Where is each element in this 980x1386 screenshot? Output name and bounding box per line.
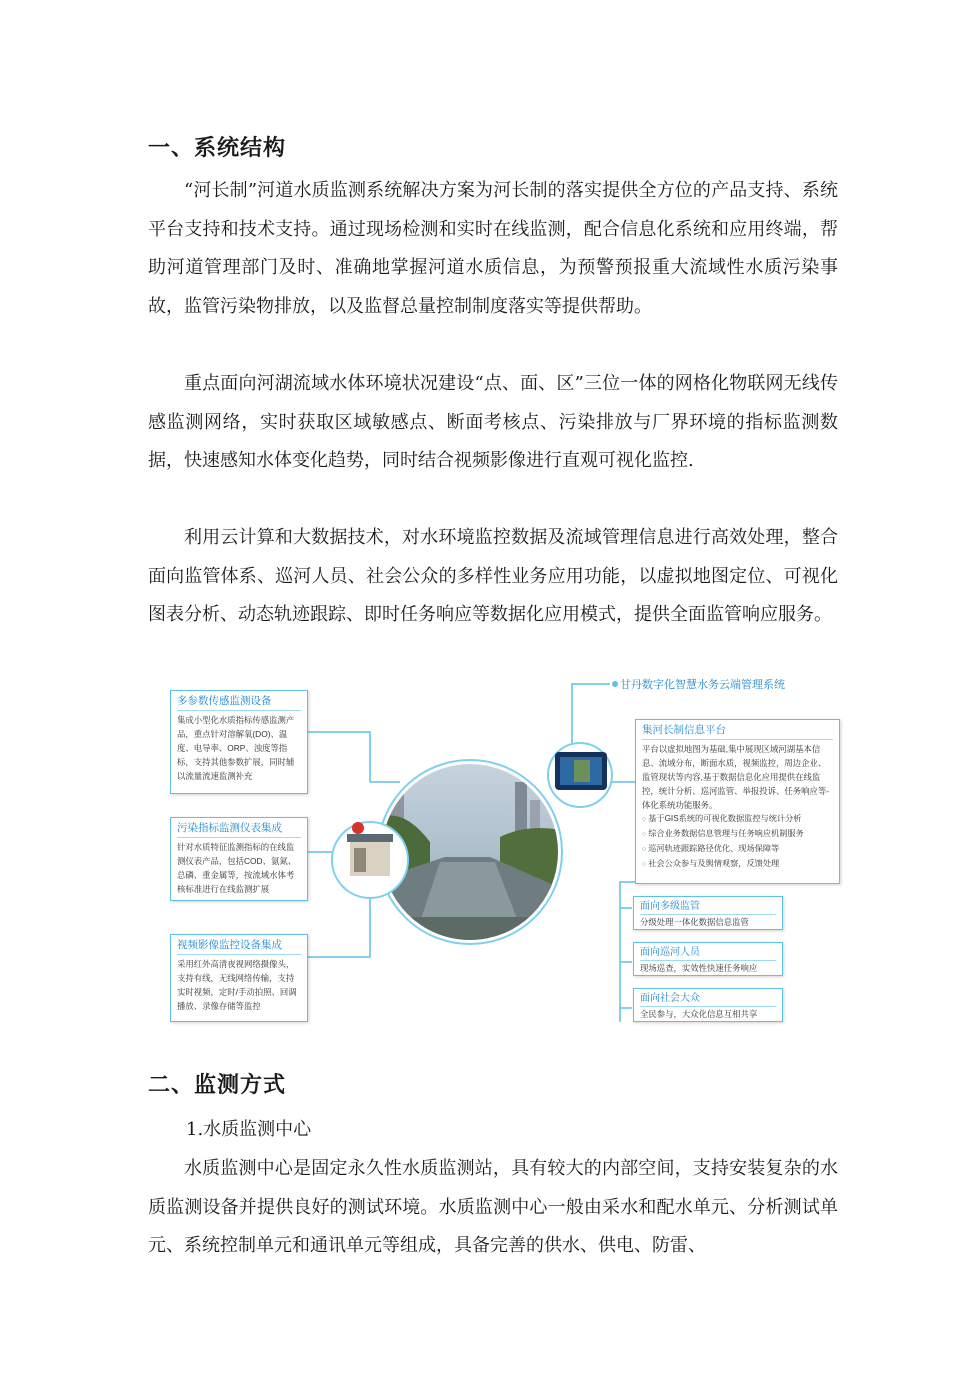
pollution-meter-card bbox=[170, 817, 308, 901]
bullet-item: ○ 综合业务数据信息管理与任务响应机制服务 bbox=[642, 827, 833, 842]
section-heading-1: 一、系统结构 bbox=[148, 135, 287, 161]
paragraph-2: 重点面向河湖流域水体环境状况建设“点、面、区”三位一体的网格化物联网无线传感监测网络，实时获取区域敏感点、断面考核点、污染排放与厂界环境的指标监测数据，快速感知水体变化趋势，同时结合视频影像进行直观可视化监控. bbox=[148, 373, 838, 471]
card-title: 视频影像监控设备集成 bbox=[177, 938, 301, 955]
card-title: 多参数传感监测设备 bbox=[177, 694, 301, 711]
card-text: 现场巡查，实效性快速任务响应 bbox=[640, 963, 758, 973]
sensor-device-card bbox=[170, 690, 308, 794]
card-title: 面向多级监管 bbox=[640, 899, 776, 915]
subheading: 1.水质监测中心 bbox=[186, 1119, 312, 1140]
multilevel-supervision-card bbox=[633, 896, 783, 930]
card-text: 分级处理一体化数据信息监管 bbox=[640, 917, 749, 927]
card-text: 针对水质特征监测指标的在线监测仪表产品，包括COD、氨氮、总磷、重金属等，按流域水体考核标准进行在线监测扩展 bbox=[177, 842, 297, 894]
card-title: 面向巡河人员 bbox=[640, 945, 776, 961]
card-text: 采用红外高清夜视网络摄像头，支持有线，无线网络传输，支持实时视频，定时/手动拍照、回调播放、录像存储等监控 bbox=[177, 959, 297, 1011]
cloud-system-label: 甘丹数字化智慧水务云端管理系统 bbox=[620, 679, 785, 691]
card-title: 集河长制信息平台 bbox=[642, 723, 833, 740]
paragraph-3: 利用云计算和大数据技术，对水环境监控数据及流域管理信息进行高效处理，整合面向监管体系、巡河人员、社会公众的多样性业务应用功能，以虚拟地图定位、可视化图表分析、动态轨迹跟踪、即时任务响应等数据化应用模式，提供全面监管响应服务。 bbox=[148, 527, 838, 625]
public-card bbox=[633, 988, 783, 1022]
card-title: 污染指标监测仪表集成 bbox=[177, 821, 301, 838]
card-text: 集成小型化水质指标传感监测产品，重点针对溶解氧(DO)、温度、电导率、ORP、浊度等指标，支持其他参数扩展，同时辅以流量流速监测补充 bbox=[177, 715, 295, 781]
paragraph-1: “河长制”河道水质监测系统解决方案为河长制的落实提供全方位的产品支持、系统平台支持和技术支持。通过现场检测和实时在线监测，配合信息化系统和应用终端，帮助河道管理部门及时、准确地掌握河道水质信息，为预警预报重大流域性水质污染事故，监管污染物排放，以及监督总量控制制度落实等提供帮助。 bbox=[148, 180, 838, 317]
bullet-item: ○ 社会公众参与及舆情观察，反馈处理 bbox=[642, 857, 833, 872]
river-patrol-card bbox=[633, 942, 783, 976]
section-heading-2: 二、监测方式 bbox=[148, 1072, 287, 1098]
card-text: 平台以虚拟地图为基础,集中展现区域河湖基本信息、流域分布，断面水质，视频监控，周边企业、监管现状等内容,基于数据信息化应用提供在线监控，统计分析、巡河监管、举报投诉、任务响应等-体化系统功能服务。 bbox=[642, 744, 830, 810]
paragraph-4: 水质监测中心是固定永久性水质监测站，具有较大的内部空间，支持安装复杂的水质监测设备并提供良好的测试环境。水质监测中心一般由采水和配水单元、分析测试单元、系统控制单元和通讯单元等组成，具备完善的供水、供电、防雷、 bbox=[148, 1158, 838, 1256]
card-text: 全民参与，大众化信息互相共享 bbox=[640, 1009, 758, 1019]
bullet-item: ○ 基于GIS系统的可视化数据监控与统计分析 bbox=[642, 812, 833, 827]
platform-card bbox=[635, 719, 840, 884]
bullet-item: ○ 巡河轨迹跟踪路径优化、现场保障等 bbox=[642, 842, 833, 857]
system-structure-diagram bbox=[170, 672, 842, 1028]
card-title: 面向社会大众 bbox=[640, 991, 776, 1007]
video-monitor-card bbox=[170, 934, 308, 1022]
